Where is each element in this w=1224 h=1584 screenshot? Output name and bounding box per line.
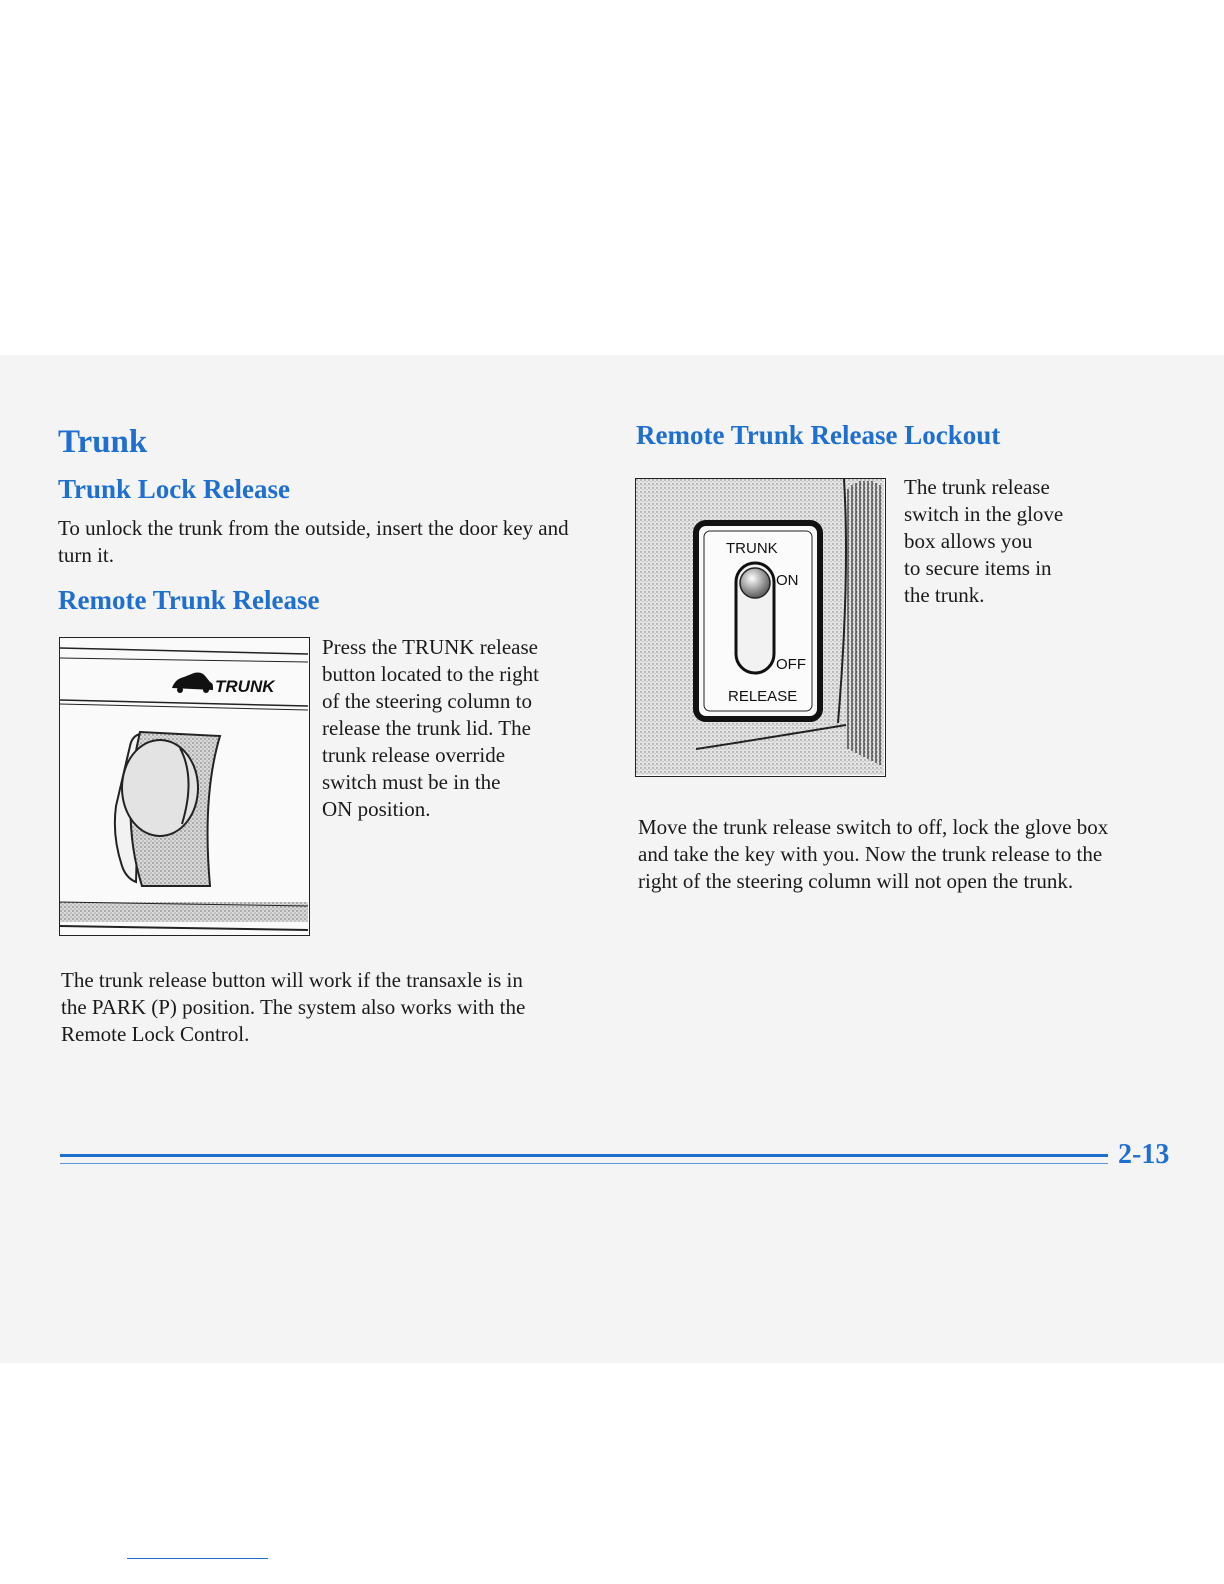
lockout-line: The trunk release (904, 475, 1050, 499)
trunk-button-illustration (59, 637, 310, 936)
section-title-trunk-lock-release: Trunk Lock Release (58, 474, 291, 504)
switch-knob (740, 568, 770, 598)
section-title-remote-trunk-release-lockout: Remote Trunk Release Lockout (636, 420, 1001, 450)
section-title-trunk: Trunk (58, 424, 148, 460)
remote-release-line: ON position. (322, 797, 431, 821)
remote-release-note (61, 967, 601, 1048)
remote-release-note-line: the PARK (P) position. The system also works with the (61, 995, 526, 1019)
remote-release-line: button located to the right (322, 662, 539, 686)
lockout-note (638, 814, 1188, 895)
lockout-line: the trunk. (904, 583, 985, 607)
remote-release-note-line: The trunk release button will work if the transaxle is in (61, 968, 523, 992)
lockout-note-line: Move the trunk release switch to off, lock the glove box (638, 815, 1109, 839)
switch-label-on: ON (776, 572, 799, 589)
lock-release-text: To unlock the trunk from the outside, insert the door key and turn it. (58, 516, 569, 567)
remote-release-line: switch must be in the (322, 770, 501, 794)
lockout-line: box allows you (904, 529, 1033, 553)
page-number: 2-13 (1118, 1139, 1170, 1170)
footer-rule (60, 1154, 1108, 1157)
trunk-label: TRUNK (215, 677, 275, 696)
lockout-line: switch in the glove (904, 502, 1064, 526)
lockout-note-line: and take the key with you. Now the trunk release to the (638, 842, 1103, 866)
switch-label-release: RELEASE (728, 688, 798, 705)
switch-label-trunk: TRUNK (726, 540, 778, 557)
section-title-remote-trunk-release: Remote Trunk Release (58, 585, 320, 615)
remote-release-text (322, 634, 582, 823)
remote-release-line: Press the TRUNK release (322, 635, 538, 659)
remote-release-line: release the trunk lid. The (322, 716, 531, 740)
lockout-text (904, 474, 1104, 609)
footer-rule-thin (60, 1163, 1108, 1164)
switch-label-off: OFF (776, 656, 806, 673)
car-icon (172, 673, 213, 694)
remote-release-line: trunk release override (322, 743, 506, 767)
glove-box-switch-illustration (635, 478, 886, 777)
remote-release-line: of the steering column to (322, 689, 532, 713)
bottom-mark (127, 1558, 268, 1559)
lockout-line: to secure items in (904, 556, 1052, 580)
remote-release-note-line: Remote Lock Control. (61, 1022, 250, 1046)
lockout-note-line: right of the steering column will not open the trunk. (638, 869, 1074, 893)
